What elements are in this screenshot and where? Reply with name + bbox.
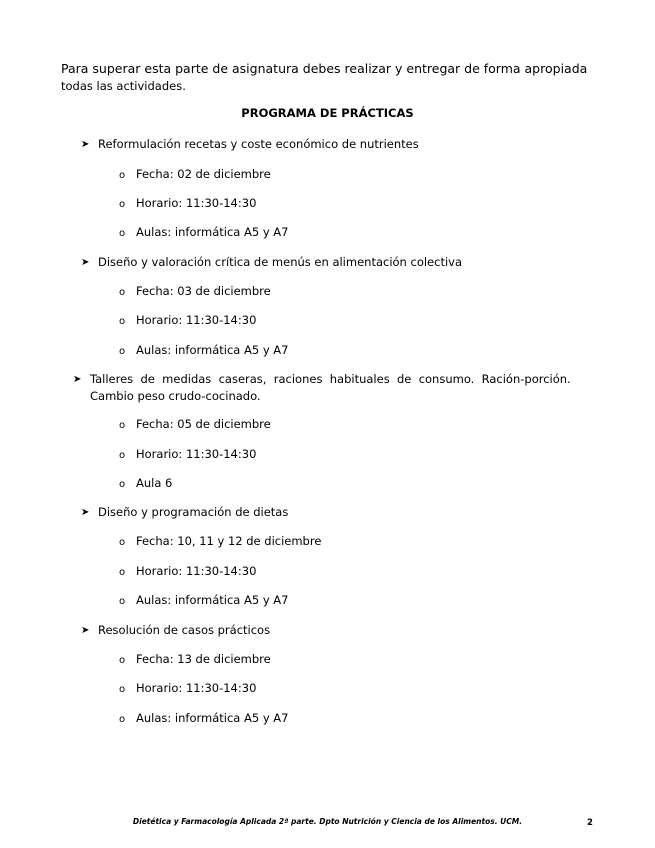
practice-schedule: Horario: 11:30-14:30: [136, 564, 257, 578]
circle-bullet-icon: o: [119, 450, 126, 461]
practice-detail: [119, 283, 271, 301]
practice-detail: [119, 651, 271, 669]
circle-bullet-icon: o: [119, 420, 126, 431]
practice-detail: [119, 563, 256, 581]
practice-detail: [119, 680, 256, 698]
practice-detail: [119, 592, 288, 610]
practice-item: [81, 136, 581, 153]
practice-detail: [119, 475, 172, 493]
practice-title: Diseño y programación de dietas: [98, 505, 289, 519]
practice-item: [81, 622, 581, 639]
circle-bullet-icon: o: [119, 655, 126, 666]
practice-title: Diseño y valoración crítica de menús en alimentación colectiva: [98, 255, 463, 269]
circle-bullet-icon: o: [119, 287, 126, 298]
arrow-bullet-icon: ➤: [73, 374, 82, 385]
practice-room: Aulas: informática A5 y A7: [136, 711, 289, 725]
arrow-bullet-icon: ➤: [81, 625, 90, 636]
practice-room: Aula 6: [136, 476, 173, 490]
circle-bullet-icon: o: [119, 684, 126, 695]
page-number: 2: [587, 818, 593, 828]
practice-date: Fecha: 10, 11 y 12 de diciembre: [136, 534, 322, 548]
practice-room: Aulas: informática A5 y A7: [136, 225, 289, 239]
section-heading: PROGRAMA DE PRÁCTICAS: [241, 106, 414, 120]
practice-title: Reformulación recetas y coste económico de nutrientes: [98, 137, 419, 151]
practice-detail: [119, 342, 288, 360]
intro-line-2: todas las actividades.: [61, 79, 186, 93]
circle-bullet-icon: o: [119, 714, 126, 725]
practice-title-line-1: Talleres de medidas caseras, raciones habituales de consumo. Ración-porción.: [90, 372, 571, 386]
circle-bullet-icon: o: [119, 170, 126, 181]
practice-date: Fecha: 03 de diciembre: [136, 284, 271, 298]
arrow-bullet-icon: ➤: [81, 507, 90, 518]
practice-detail: [119, 533, 321, 551]
practice-item: [81, 254, 581, 271]
circle-bullet-icon: o: [119, 316, 126, 327]
practice-item: [73, 371, 595, 405]
practice-schedule: Horario: 11:30-14:30: [136, 313, 257, 327]
practice-date: Fecha: 05 de diciembre: [136, 417, 271, 431]
intro-line-1: Para superar esta parte de asignatura debes realizar y entregar de forma apropiada: [61, 61, 588, 76]
practice-schedule: Horario: 11:30-14:30: [136, 681, 257, 695]
practice-date: Fecha: 02 de diciembre: [136, 167, 271, 181]
practice-detail: [119, 224, 288, 242]
practice-detail: [119, 710, 288, 728]
circle-bullet-icon: o: [119, 537, 126, 548]
circle-bullet-icon: o: [119, 346, 126, 357]
practice-detail: [119, 166, 271, 184]
practice-detail: [119, 416, 271, 434]
circle-bullet-icon: o: [119, 479, 126, 490]
practice-room: Aulas: informática A5 y A7: [136, 593, 289, 607]
circle-bullet-icon: o: [119, 199, 126, 210]
circle-bullet-icon: o: [119, 228, 126, 239]
page-footer: Dietética y Farmacología Aplicada 2ª parte. Dpto Nutrición y Ciencia de los Alimentos. UCM.: [132, 817, 523, 826]
circle-bullet-icon: o: [119, 596, 126, 607]
arrow-bullet-icon: ➤: [81, 257, 90, 268]
arrow-bullet-icon: ➤: [81, 139, 90, 150]
practice-date: Fecha: 13 de diciembre: [136, 652, 271, 666]
practice-schedule: Horario: 11:30-14:30: [136, 447, 257, 461]
practice-schedule: Horario: 11:30-14:30: [136, 196, 257, 210]
intro-paragraph: [61, 60, 591, 95]
practice-title-line-2: Cambio peso crudo-cocinado.: [90, 389, 261, 403]
circle-bullet-icon: o: [119, 567, 126, 578]
practice-detail: [119, 446, 256, 464]
practice-title: Resolución de casos prácticos: [98, 623, 271, 637]
practice-room: Aulas: informática A5 y A7: [136, 343, 289, 357]
practice-detail: [119, 312, 256, 330]
practice-item: [81, 504, 581, 521]
practice-detail: [119, 195, 256, 213]
